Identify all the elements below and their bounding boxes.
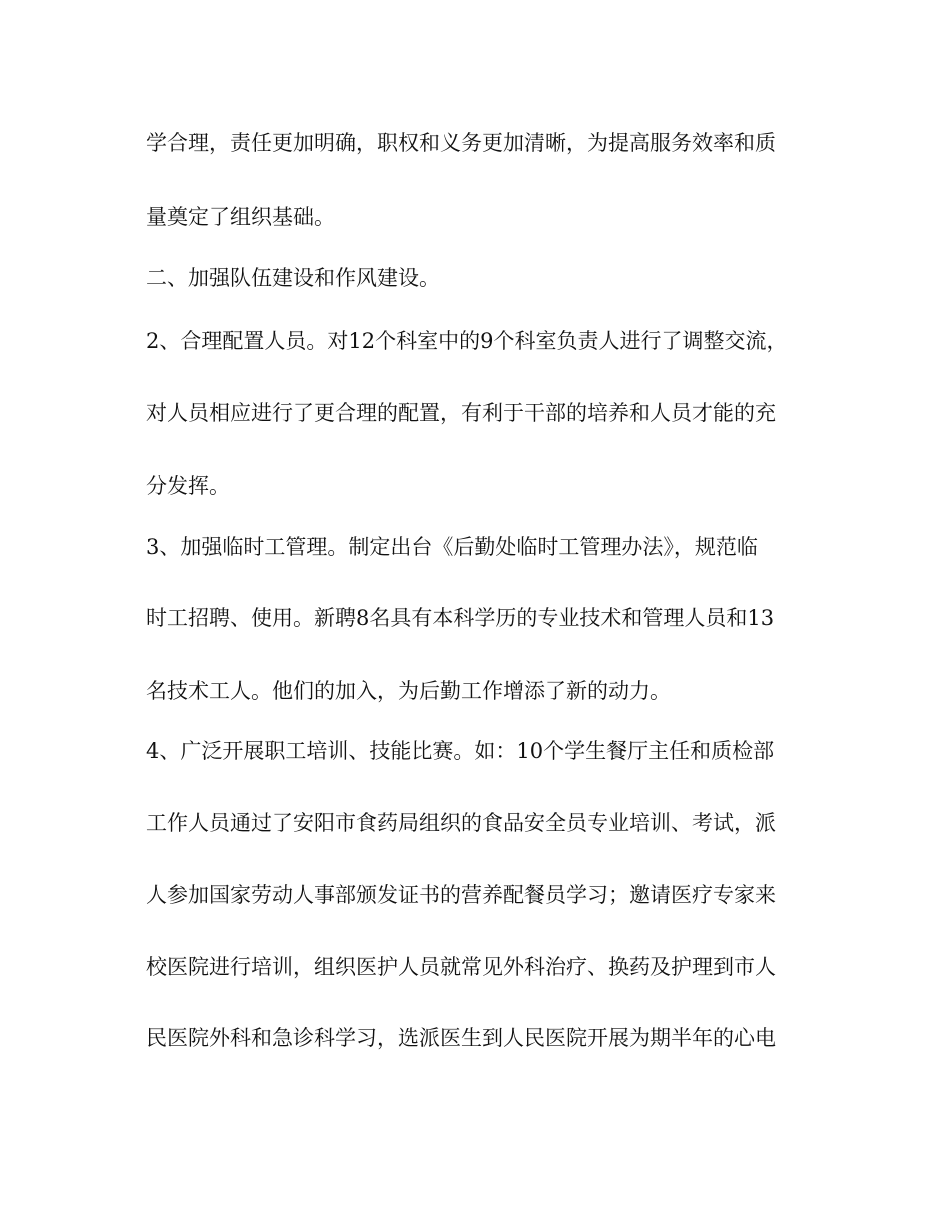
section-heading: 二、加强队伍建设和作风建设。 <box>146 266 440 290</box>
text-line-14: 民医院外科和急诊科学习，选派医生到人民医院开展为期半年的心电 <box>146 1026 776 1050</box>
text-line-1: 学合理，责任更加明确，职权和义务更加清晰，为提高服务效率和质 <box>146 131 776 155</box>
text-line-10: 4、广泛开展职工培训、技能比赛。如：10个学生餐厅主任和质检部 <box>146 739 775 763</box>
text-line-4: 2、合理配置人员。对12个科室中的9个科室负责人进行了调整交流， <box>146 329 788 353</box>
text-line-13: 校医院进行培训，组织医护人员就常见外科治疗、换药及护理到市人 <box>146 955 776 979</box>
text-line-2: 量奠定了组织基础。 <box>146 205 335 229</box>
text-line-8: 时工招聘、使用。新聘8名具有本科学历的专业技术和管理人员和13 <box>146 606 775 630</box>
text-line-6: 分发挥。 <box>146 474 230 498</box>
text-line-5: 对人员相应进行了更合理的配置，有利于干部的培养和人员才能的充 <box>146 401 776 425</box>
text-line-12: 人参加国家劳动人事部颁发证书的营养配餐员学习；邀请医疗专家来 <box>146 883 776 907</box>
text-line-9: 名技术工人。他们的加入，为后勤工作增添了新的动力。 <box>146 679 671 703</box>
text-line-7: 3、加强临时工管理。制定出台《后勤处临时工管理办法》，规范临 <box>146 535 758 559</box>
text-line-11: 工作人员通过了安阳市食药局组织的食品安全员专业培训、考试，派 <box>146 811 776 835</box>
